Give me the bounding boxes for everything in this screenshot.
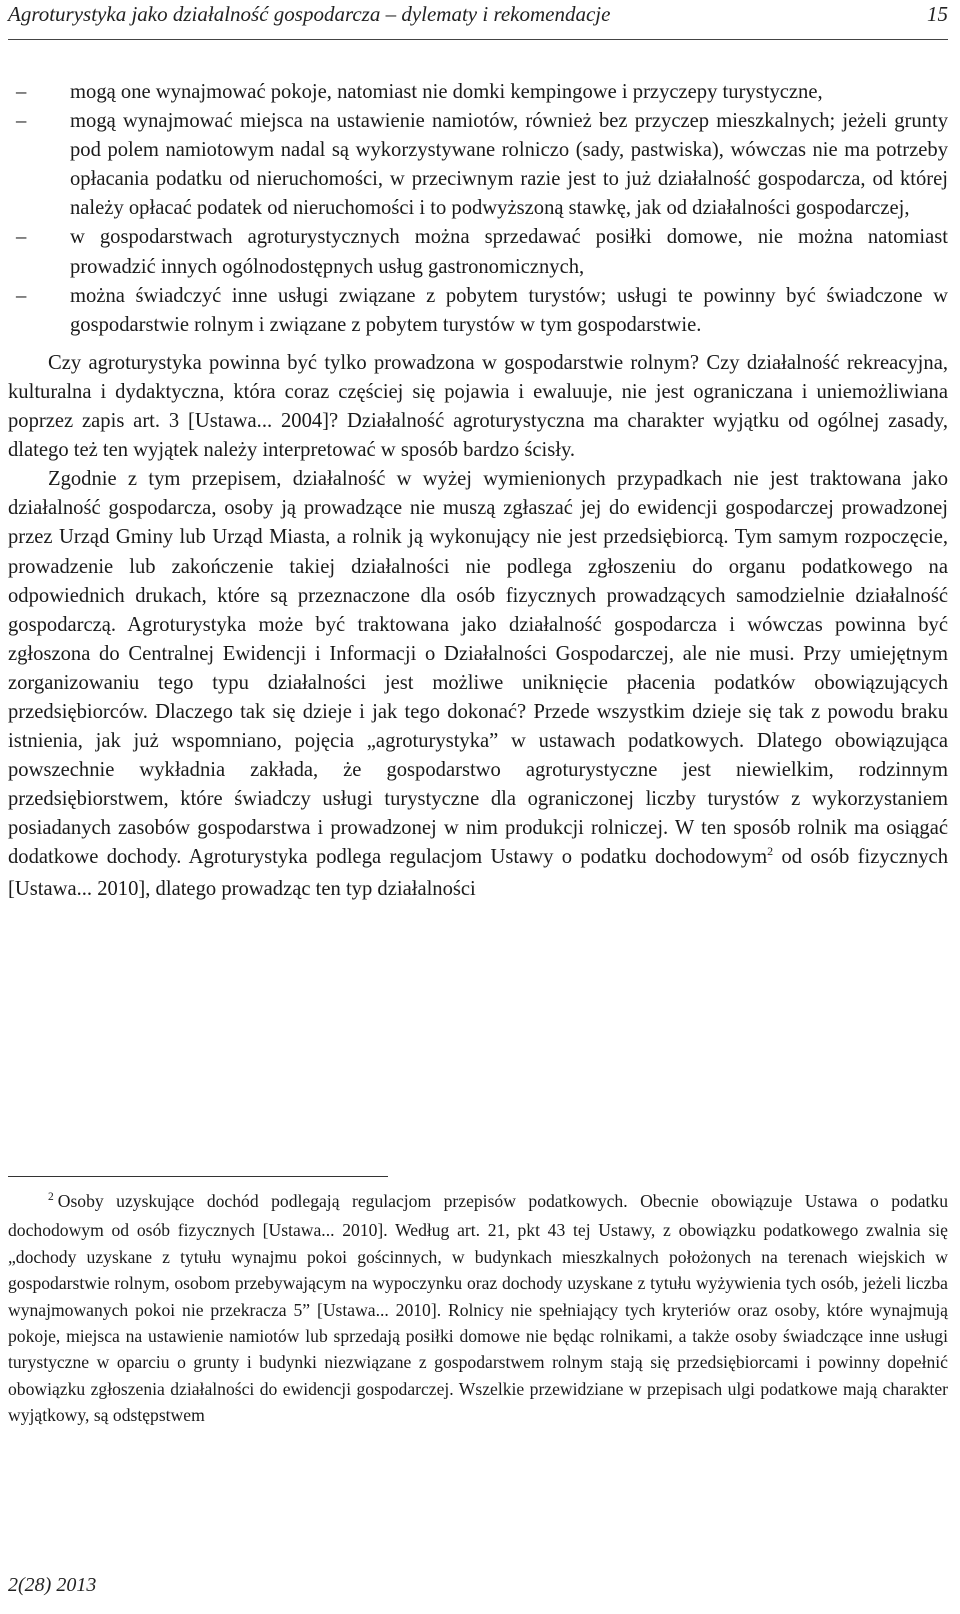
header-rule xyxy=(8,39,948,40)
list-dash: – xyxy=(16,226,27,249)
paragraph xyxy=(8,465,948,903)
list-item xyxy=(8,78,948,107)
list-dash: – xyxy=(16,284,27,307)
running-header xyxy=(8,2,948,34)
list-item-text: mogą wynajmować miejsca na ustawienie namiotów, również bez przyczep mieszkalnych; jeżeli grunty pod polem namiotowym nadal są wykorzystywane rolniczo (sady, pastwiska), wówczas nie ma potrzeby opłacania podatku od nieruchomości, w przeciwnym razie jest to już działalność gospodarcza, od której należy opłacać podatek od nieruchomości i to podwyższoną stawkę, jak od działalności gospodarczej, xyxy=(70,110,948,220)
footnote-paragraph xyxy=(8,1188,948,1429)
list-item-text: w gospodarstwach agroturystycznych można sprzedawać posiłki domowe, nie można natomiast prowadzić innych ogólnodostępnych usług gastronomicznych, xyxy=(70,226,948,278)
footnote-separator xyxy=(8,1176,388,1177)
main-text xyxy=(8,78,948,904)
footnote-text: Osoby uzyskujące dochód podlegają regulacjom przepisów podatkowych. Obecnie obowiązuje Ustawa o podatku dochodowym od osób fizycznych [Ustawa... 2010]. Według art. 21, pkt 43 tej Ustawy, z obowiązku podatkowego zwalnia się „dochody uzyskane z tytułu wynajmu pokoi gościnnych, w budynkach mieszkalnych położonych na terenach wiejskich w gospodarstwie rolnym, osobom przebywającym na wypoczynku oraz dochody uzyskane z tytułu wyżywienia tych osób, jeżeli liczba wynajmowanych pokoi nie przekracza 5” [Ustawa... 2010]. Rolnicy nie spełniający tych kryteriów oraz osoby, które wynajmują pokoje, miejsca na ustawienie namiotów lub sprzedają posiłki domowe nie będąc rolnikami, a także osoby świadczące inne usługi turystyczne w oparciu o grunty i budynki niezwiązane z gospodarstwem rolnym stają się przedsiębiorcami i powinny dopełnić obowiązku zgłoszenia działalności do ewidencji gospodarczej. Wszelkie przewidziane w przepisach ulgi podatkowe mają charakter wyjątkowy, są odstępstwem xyxy=(8,1191,948,1426)
footnote-mark: 2 xyxy=(48,1191,54,1203)
paragraph-text: od osób fizycznych [Ustawa... 2010], dlatego prowadząc ten typ działalności xyxy=(8,846,948,900)
page-number: 15 xyxy=(927,2,948,26)
list-dash: – xyxy=(16,81,27,103)
paragraph-text: Zgodnie z tym przepisem, działalność w wyżej wymienionych przypadkach nie jest traktowana jako działalność gospodarcza, osoby ją prowadzące nie muszą zgłaszać jej do ewidencji gospodarczej prowadzonej przez Urząd Gminy lub Urząd Miasta, a rolnik ją wykonujący nie jest przedsiębiorcą. Tym samym rozpoczęcie, prowadzenie lub zakończenie takiej działalności nie podlega zgłoszeniu do organu podatkowego na odpowiednich drukach, które są przeznaczone dla osób fizycznych prowadzących samodzielnie działalność gospodarczą. Agroturystyka może być traktowana jako działalność gospodarcza i wówczas powinna być zgłoszona do Centralnej Ewidencji i Informacji o Działalności Gospodarczej, ale nie musi. Przy umiejętnym zorganizowaniu tego typu działalności jest możliwe uniknięcie płacenia podatków obowiązujących przedsiębiorców. Dlaczego tak się dzieje i jak tego dokonać? Przede wszystkim dzieje się tak z powodu braku istnienia, jak już wspomniano, pojęcia „agroturystyka” w ustawach podatkowych. Dlatego obowiązująca powszechnie wykładnia zakłada, że gospodarstwo agroturystyczne jest niewielkim, rodzinnym przedsiębiorstwem, które świadczy usługi turystyczne dla ograniczonej liczby turystów z wykorzystaniem posiadanych zasobów gospodarstwa i prowadzonej w nim produkcji rolniczej. W ten sposób rolnik ma osiągać dodatkowe dochody. Agroturystyka podlega regulacjom Ustawy o podatku dochodowym xyxy=(8,468,948,869)
footnote xyxy=(8,1188,948,1429)
paragraph-text: Czy agroturystyka powinna być tylko prowadzona w gospodarstwie rolnym? Czy działalność rekreacyjna, kulturalna i dydaktyczna, która coraz częściej się pojawia i ewaluuje, nie jest ograniczana i uniemożliwiana poprzez zapis art. 3 [Ustawa... 2004]? Działalność agroturystyczna ma charakter wyjątku od ogólnej zasady, dlatego też ten wyjątek należy interpretować w sposób bardzo ścisły. xyxy=(8,351,948,462)
footnote-reference[interactable]: 2 xyxy=(767,844,774,859)
list-item-text: można świadczyć inne usługi związane z pobytem turystów; usługi te powinny być świadczone w gospodarstwie rolnym i związane z pobytem turystów w tym gospodarstwie. xyxy=(70,284,948,336)
paragraph xyxy=(8,349,948,465)
list-item xyxy=(8,282,948,340)
issue-footer: 2(28) 2013 xyxy=(8,1574,97,1596)
list-item xyxy=(8,107,948,223)
list-dash: – xyxy=(16,110,27,133)
list-item-text: mogą one wynajmować pokoje, natomiast nie domki kempingowe i przyczepy turystyczne, xyxy=(70,81,823,103)
running-header-title: Agroturystyka jako działalność gospodarcza – dylematy i rekomendacje xyxy=(8,2,611,26)
list-item xyxy=(8,223,948,281)
